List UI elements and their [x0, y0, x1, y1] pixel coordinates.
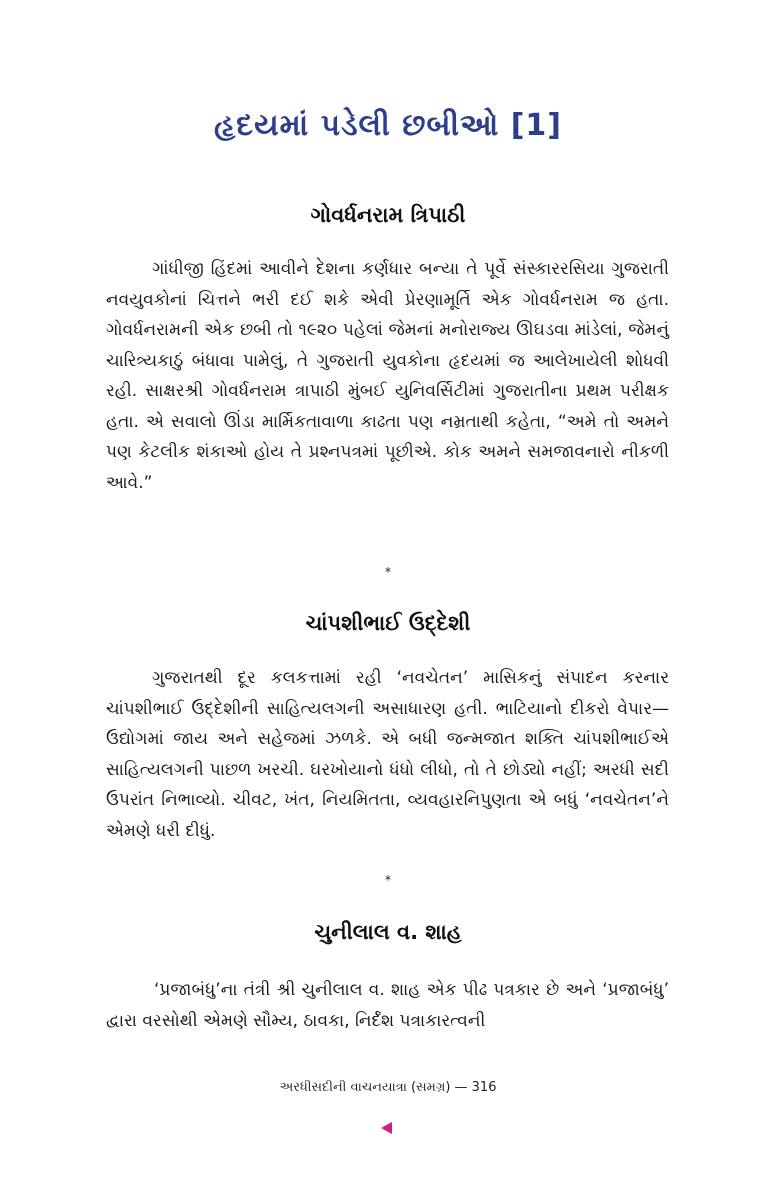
page-footer: અરધીસદીની વાચનયાત્રા (સમગ્ર) — 316 — [279, 1080, 497, 1095]
section-paragraph-champshibhai: ગુજરાતથી દૂર કલકત્તામાં રહી ‘નવચેતન’ માસિકનું સંપાદન કરનાર ચાંપશીભાઈ ઉદ્દેશીની સાહિત્યલગની અસાધારણ હતી. ભાટિયાનો દીકરો વેપાર—ઉદ્યોગમાં જાય અને સહેજમાં ઝળકે. એ બધી જન્મજાત શક્તિ ચાંપશીભાઈએ સાહિત્યલગની પાછળ ખરચી. ઘરખોયાનો ધંધો લીધો, તો તે છોડ્યો નહીં; અરધી સદી ઉપરાંત નિભાવ્યો. ચીવટ, ખંત, નિયમિતતા, વ્યવહારનિપુણતા એ બધું ‘નવચેતન’ને એમણે ધરી દીધું. — [106, 668, 669, 841]
section-heading-champshibhai: ચાંપશીભાઈ ઉદ્દેશી — [305, 611, 471, 635]
section-paragraph-chunilal: ‘પ્રજાબંધુ’ના તંત્રી શ્રી ચુનીલાલ વ. શાહ એક પીઢ પત્રકાર છે અને ‘પ્રજાબંધુ’ દ્વારા વરસોથી એમણે સૌમ્ય, ઠાવકા, નિર્દંશ પત્રાકારત્વની — [106, 980, 669, 1031]
chapter-title: હૃદયમાં પડેલી છબીઓ [1] — [213, 108, 563, 143]
section-divider: * — [385, 873, 391, 887]
prev-page-arrow-icon[interactable] — [381, 1122, 392, 1134]
section-paragraph-govardhanram: ગાંધીજી હિંદમાં આવીને દેશના કર્ણધાર બન્યા તે પૂર્વે સંસ્કારરસિયા ગુજરાતી નવયુવકોનાં ચિત્તને ભરી દઈ શકે એવી પ્રેરણામૂર્તિ એક ગોવર્ધનરામ જ હતા. ગોવર્ધનરામની એક છબી તો ૧૯૨૦ પહેલાં જેમનાં મનોરાજ્ય ઊઘડવા માંડેલાં, જેમનું ચારિત્ર્યકાઠું બંધાવા પામેલું, તે ગુજરાતી યુવકોના હૃદયમાં જ આલેખાયેલી શોધવી રહી. સાક્ષરશ્રી ગોવર્ધનરામ ત્રાપાઠી મુંબઈ યુનિવર્સિટીમાં ગુજરાતીના પ્રથમ પરીક્ષક હતા. એ સવાલો ઊંડા માર્મિકતાવાળા કાઢતા પણ નમ્રતાથી કહેતા, “અમે તો અમને પણ કેટલીક શંકાઓ હોય તે પ્રશ્નપત્રમાં પૂછીએ. કોક અમને સમજાવનારો નીકળી આવે.” — [106, 259, 669, 493]
section-heading-chunilal: ચુનીલાલ વ. શાહ — [314, 920, 462, 944]
section-heading-govardhanram: ગોવર્ધનરામ ત્રિપાઠી — [310, 203, 466, 227]
section-divider: * — [385, 565, 391, 579]
